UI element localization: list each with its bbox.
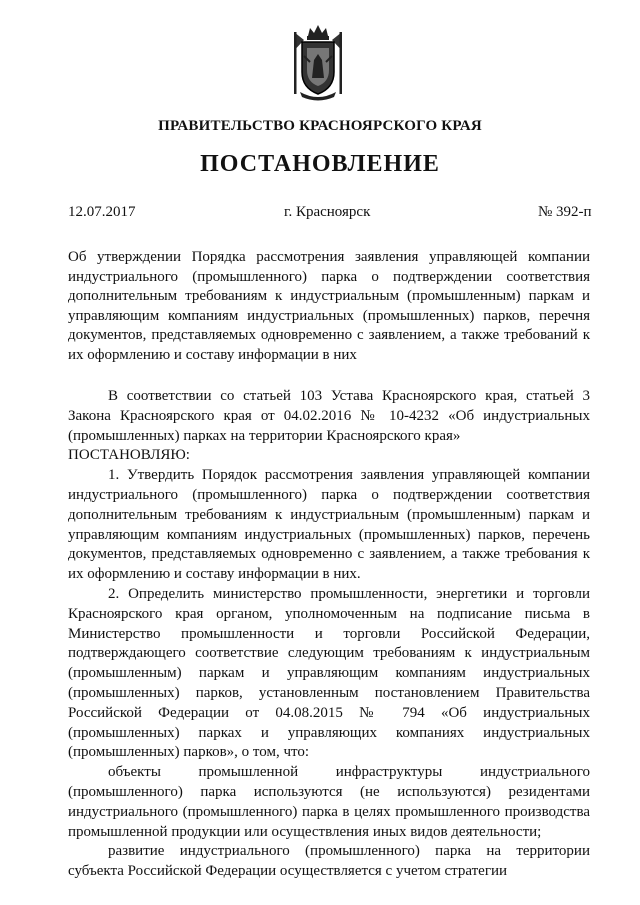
preamble-paragraph: В соответствии со статьей 103 Устава Красноярского края, статьей 3 Закона Красноярского края от 04.02.2016 № 10-4232 «Об индустриальных (промышленных) парках на территории Красноярского края» [68, 388, 590, 444]
document-type: ПОСТАНОВЛЕНИЕ [200, 151, 440, 177]
subitem-paragraph: объекты промышленной инфраструктуры индустриального (промышленного) парка используются (не используются) резидентами индустриального (промышленного) парка в целях промышленного производства промышленной продукции или осуществления иных видов деятельности; [68, 764, 590, 840]
item-1-paragraph: 1. Утвердить Порядок рассмотрения заявления управляющей компании индустриального (промышленного) парка о подтверждении соответствия дополнительным требованиям к индустриальным (промышленным) паркам и управляющим компаниям индустриальных (промышленных) парков, перечень документов, представляемых одновременно с заявлением, а также требования к их оформлению и составу информации в них. [68, 467, 590, 583]
item-2-paragraph: 2. Определить министерство промышленности, энергетики и торговли Красноярского края органом, уполномоченным на подписание письма в Министерство промышленности и торговли Российской Федерации, подтверждающего соответствие следующим требованиям к индустриальным (промышленным) паркам и управляющим компаниям индустриальных (промышленных) парков, установленным постановлением Правительства Российской Федерации от 04.08.2015 № 794 «Об индустриальных (промышленных) парках и управляющих компаниях индустриальных (промышленных) парков», о том, что: [68, 585, 590, 761]
subitem-paragraph: развитие индустриального (промышленного) парка на территории субъекта Российской Федерации осуществляется с учетом стратегии [68, 843, 590, 880]
document-body [68, 387, 590, 882]
document-number: № 392-п [538, 204, 592, 220]
government-title: ПРАВИТЕЛЬСТВО КРАСНОЯРСКОГО КРАЯ [158, 118, 482, 134]
decree-word: ПОСТАНОВЛЯЮ: [68, 447, 190, 464]
document-city: г. Красноярск [284, 204, 371, 220]
coat-of-arms-icon [290, 22, 346, 102]
document-subject: Об утверждении Порядка рассмотрения заявления управляющей компании индустриального (промышленного) парка о подтверждении соответствия дополнительным требованиям к индустриальным (промышленным) паркам и управляющим компаниям индустриальных (промышленных) парков, перечня документов, представляемых одновременно с заявлением, а также требований к их оформлению и составу информации в них [68, 249, 590, 363]
document-date: 12.07.2017 [68, 204, 136, 220]
